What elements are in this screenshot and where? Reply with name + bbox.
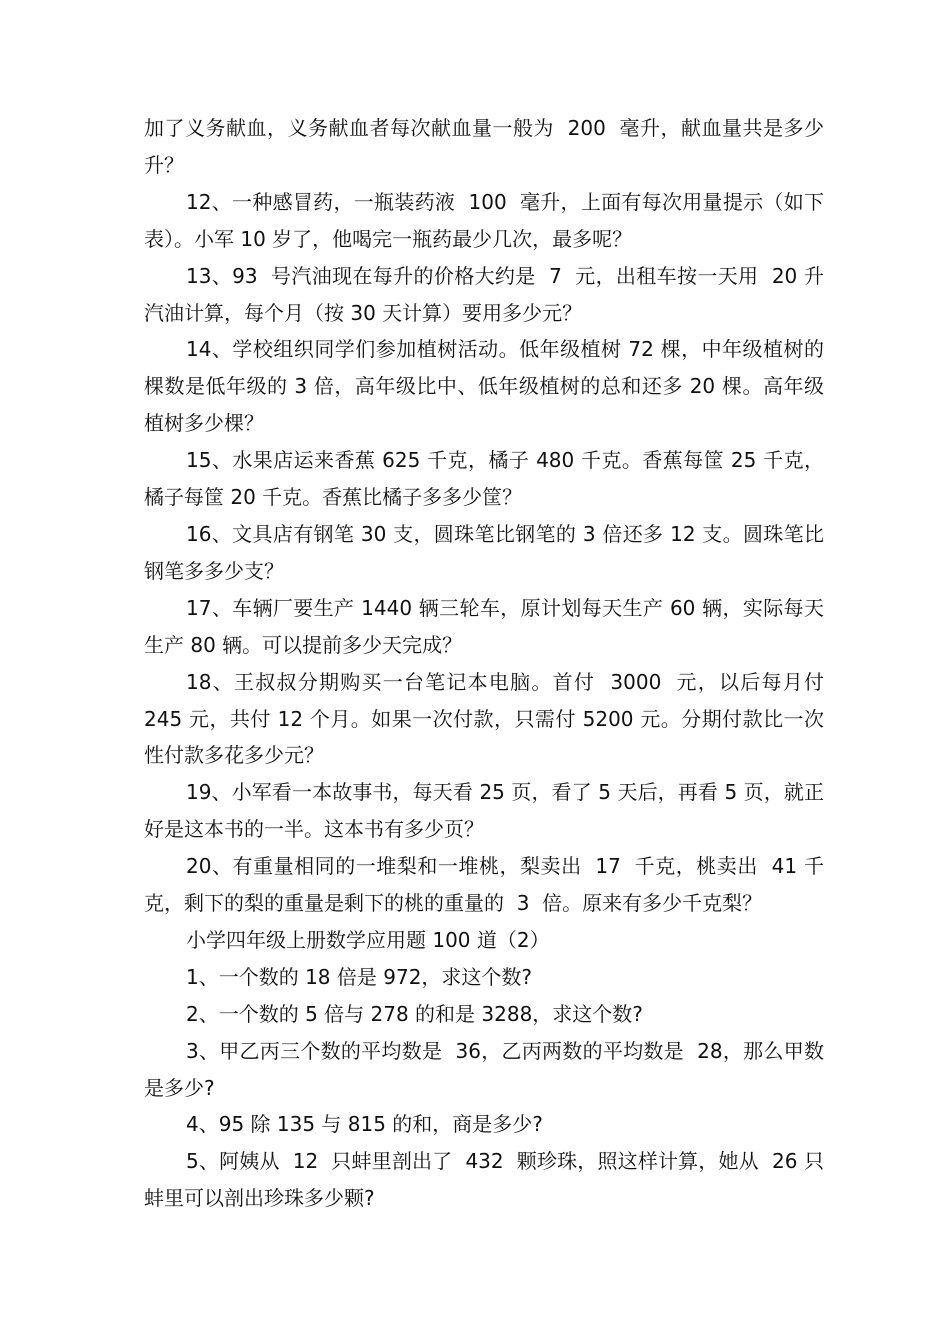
paragraph-problem-15: 15、水果店运来香蕉 625 千克，橘子 480 千克。香蕉每筐 25 千克，橘子每筐 20 千克。香蕉比橘子多多少筐？ bbox=[144, 448, 824, 510]
paragraph-problem-1: 1、一个数的 18 倍是 972，求这个数? bbox=[186, 964, 533, 989]
paragraph-problem-3: 3、甲乙丙三个数的平均数是 36，乙丙两数的平均数是 28，那么甲数是多少? bbox=[144, 1038, 824, 1100]
paragraph-problem-19: 19、小军看一本故事书，每天看 25 页，看了 5 天后，再看 5 页，就正好是这本书的一半。这本书有多少页？ bbox=[144, 780, 824, 842]
paragraph-problem-4: 4、95 除 135 与 815 的和，商是多少? bbox=[186, 1112, 543, 1137]
document-body bbox=[144, 110, 831, 1217]
paragraph-problem-18: 18、王叔叔分期购买一台笔记本电脑。首付 3000 元，以后每月付 245 元，共付 12 个月。如果一次付款，只需付 5200 元。分期付款比一次性付款多花多少元？ bbox=[144, 669, 831, 768]
paragraph-problem-17: 17、车辆厂要生产 1440 辆三轮车，原计划每天生产 60 辆，实际每天生产 80 辆。可以提前多少天完成？ bbox=[144, 595, 824, 657]
paragraph-problem-12: 12、一种感冒药，一瓶装药液 100 毫升，上面有每次用量提示（如下表）。小军 10 岁了，他喝完一瓶药最少几次，最多呢？ bbox=[144, 189, 824, 251]
paragraph-problem-13: 13、93 号汽油现在每升的价格大约是 7 元，出租车按一天用 20 升汽油计算，每个月（按 30 天计算）要用多少元？ bbox=[144, 263, 824, 325]
paragraph-continuation-problem-11: 加了义务献血，义务献血者每次献血量一般为 200 毫升，献血量共是多少升？ bbox=[144, 116, 824, 177]
paragraph-problem-14: 14、学校组织同学们参加植树活动。低年级植树 72 棵，中年级植树的棵数是低年级的 3 倍，高年级比中、低年级植树的总和还多 20 棵。高年级植树多少棵？ bbox=[144, 337, 824, 436]
section-heading: 小学四年级上册数学应用题 100 道（2） bbox=[186, 927, 550, 952]
paragraph-problem-16: 16、文具店有钢笔 30 支，圆珠笔比钢笔的 3 倍还多 12 支。圆珠笔比钢笔多多少支？ bbox=[144, 521, 824, 583]
paragraph-problem-2: 2、一个数的 5 倍与 278 的和是 3288，求这个数? bbox=[186, 1001, 643, 1026]
paragraph-problem-5: 5、阿姨从 12 只蚌里剖出了 432 颗珍珠，照这样计算，她从 26 只蚌里可以剖出珍珠多少颗? bbox=[144, 1149, 824, 1211]
paragraph-problem-20: 20、有重量相同的一堆梨和一堆桃，梨卖出 17 千克，桃卖出 41 千克，剩下的梨的重量是剩下的桃的重量的 3 倍。原来有多少千克梨？ bbox=[144, 854, 824, 916]
